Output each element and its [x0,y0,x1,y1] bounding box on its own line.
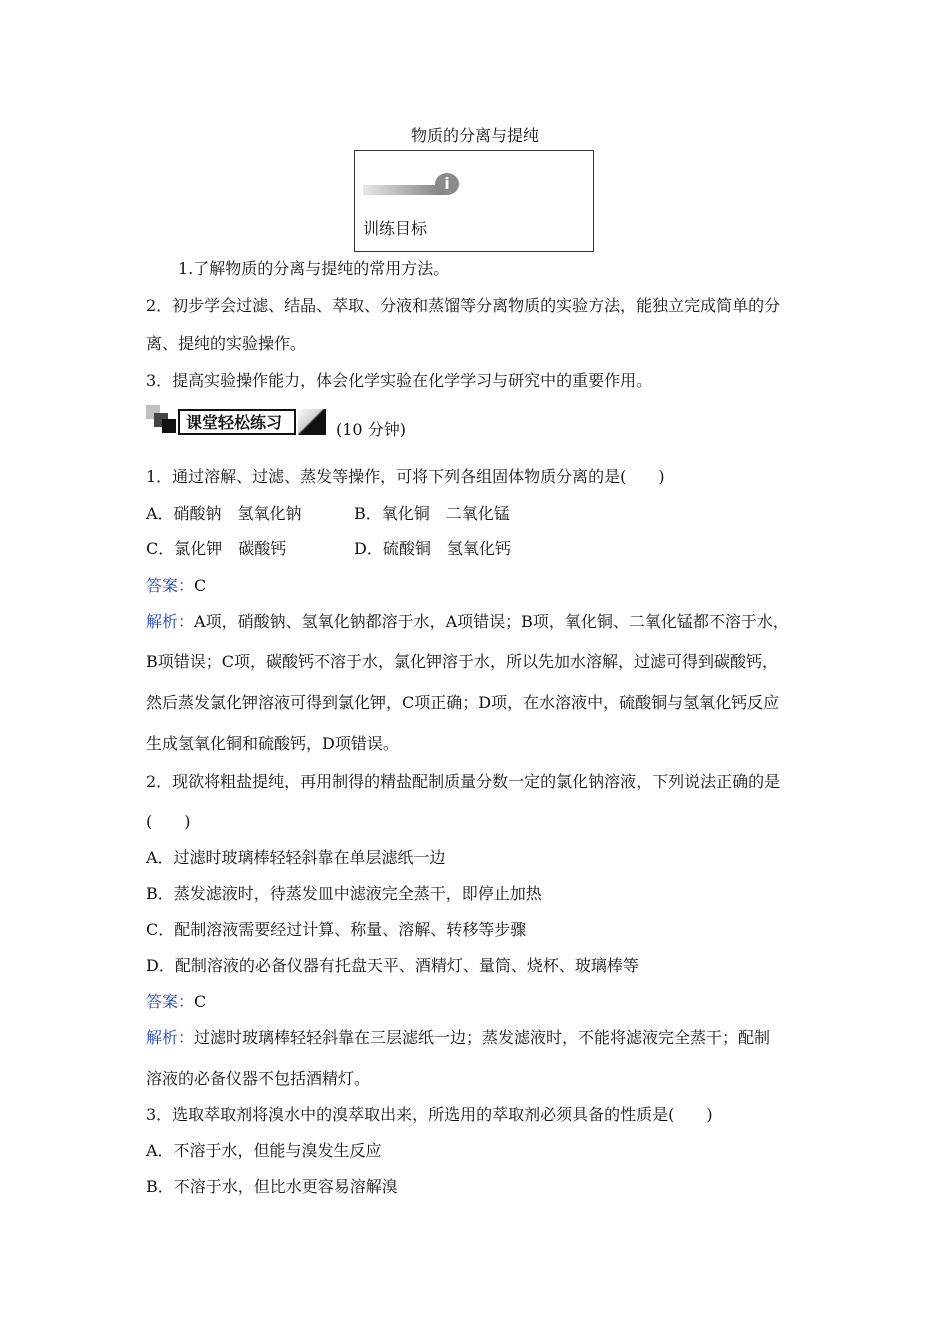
option-a: A．硝酸钠 氢氧化钠 [146,504,302,523]
analysis-label: 解析： [146,612,195,631]
option-a: A．不溶于水，但能与溴发生反应 [146,1141,382,1160]
analysis-line [146,612,789,632]
analysis-text: 生成氢氧化铜和硫酸钙，D项错误。 [146,734,399,753]
option-a: A．过滤时玻璃棒轻轻斜靠在单层滤纸一边 [146,848,446,867]
analysis-text: 然后蒸发氯化钾溶液可得到氯化钾，C项正确；D项，在水溶液中，硫酸铜与氢氧化钙反应 [146,693,780,712]
analysis-text: A项，硝酸钠、氢氧化钠都溶于水，A项错误；B项，氧化铜、二氧化锰都不溶于水， [194,612,789,631]
option-c: C．配制溶液需要经过计算、称量、溶解、转移等步骤 [146,920,527,939]
banner-triangle-icon [298,409,326,435]
goal-item: 离、提纯的实验操作。 [146,334,307,353]
page-title: 物质的分离与提纯 [410,126,539,145]
answer-label: 答案： [146,992,195,1011]
banner-square-icon [162,419,176,433]
question-paren: ( ) [146,812,191,831]
option-d: D．硫酸铜 氢氧化钙 [354,539,511,558]
question-stem: 1．通过溶解、过滤、蒸发等操作，可将下列各组固体物质分离的是( ) [146,467,665,486]
analysis-label: 解析： [146,1028,195,1047]
section-time: (10 分钟) [336,420,406,439]
answer-line [146,576,206,596]
option-b: B．蒸发滤液时，待蒸发皿中滤液完全蒸干，即停止加热 [146,884,542,903]
info-icon: i [435,173,459,195]
training-target-label: 训练目标 [363,219,428,238]
goal-item: 3．提高实验操作能力，体会化学实验在化学学习与研究中的重要作用。 [146,371,653,390]
answer-value: C [194,576,207,595]
question-stem: 3．选取萃取剂将溴水中的溴萃取出来，所选用的萃取剂必须具备的性质是( ) [146,1105,713,1124]
analysis-text: 过滤时玻璃棒轻轻斜靠在三层滤纸一边；蒸发滤液时，不能将滤液完全蒸干；配制 [194,1028,771,1047]
answer-value: C [194,992,207,1011]
analysis-line [146,1028,770,1048]
training-target-box [354,150,594,252]
option-b: B．不溶于水，但比水更容易溶解溴 [146,1177,398,1196]
analysis-text: B项错误；C项，碳酸钙不溶于水，氯化钾溶于水，所以先加水溶解，过滤可得到碳酸钙， [146,652,779,671]
option-d: D．配制溶液的必备仪器有托盘天平、酒精灯、量筒、烧杯、玻璃棒等 [146,956,639,975]
section-banner [146,405,332,439]
banner-title-box [178,409,296,435]
analysis-text: 溶液的必备仪器不包括酒精灯。 [146,1069,371,1088]
goal-item: 1.了解物质的分离与提纯的常用方法。 [178,259,450,278]
question-stem: 2．现欲将粗盐提纯，再用制得的精盐配制质量分数一定的氯化钠溶液，下列说法正确的是 [146,772,781,791]
answer-label: 答案： [146,576,195,595]
goal-item: 2．初步学会过滤、结晶、萃取、分液和蒸馏等分离物质的实验方法，能独立完成简单的分 [146,296,781,315]
option-c: C．氯化钾 碳酸钙 [146,539,287,558]
answer-line [146,992,206,1012]
section-title: 课堂轻松练习 [186,413,283,432]
option-b: B．氧化铜 二氧化锰 [354,504,510,523]
